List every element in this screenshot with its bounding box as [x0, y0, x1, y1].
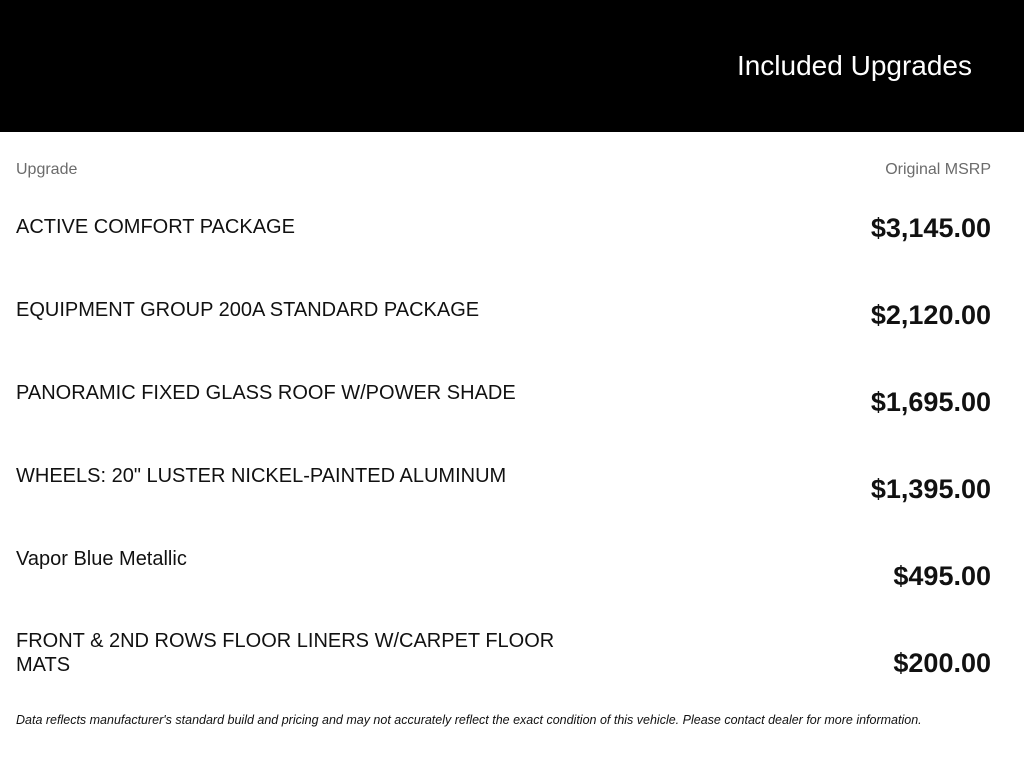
page-title: Included Upgrades	[736, 50, 972, 81]
disclaimer-text: Data reflects manufacturer's standard build and pricing and may not accurately reflect the exact condition of this vehicle. Please contact dealer for more information.	[16, 713, 922, 727]
upgrade-name: FRONT & 2ND ROWS FLOOR LINERS W/CARPET FLOOR MATS	[16, 630, 555, 676]
column-header-original-msrp: Original MSRP	[885, 161, 991, 178]
upgrade-name: Vapor Blue Metallic	[16, 548, 187, 570]
upgrade-name: EQUIPMENT GROUP 200A STANDARD PACKAGE	[16, 299, 480, 321]
upgrade-name: PANORAMIC FIXED GLASS ROOF W/POWER SHADE	[16, 382, 516, 404]
column-header-upgrade: Upgrade	[16, 161, 78, 178]
upgrade-price: $495.00	[893, 561, 991, 591]
upgrade-price: $200.00	[893, 648, 991, 678]
upgrade-name: ACTIVE COMFORT PACKAGE	[16, 216, 295, 238]
upgrade-price: $1,395.00	[870, 474, 991, 504]
header-bar	[0, 0, 1024, 132]
upgrade-price: $1,695.00	[870, 387, 991, 417]
upgrade-price: $2,120.00	[870, 300, 991, 330]
upgrade-name: WHEELS: 20" LUSTER NICKEL-PAINTED ALUMINUM	[16, 465, 507, 487]
upgrade-price: $3,145.00	[870, 213, 991, 243]
